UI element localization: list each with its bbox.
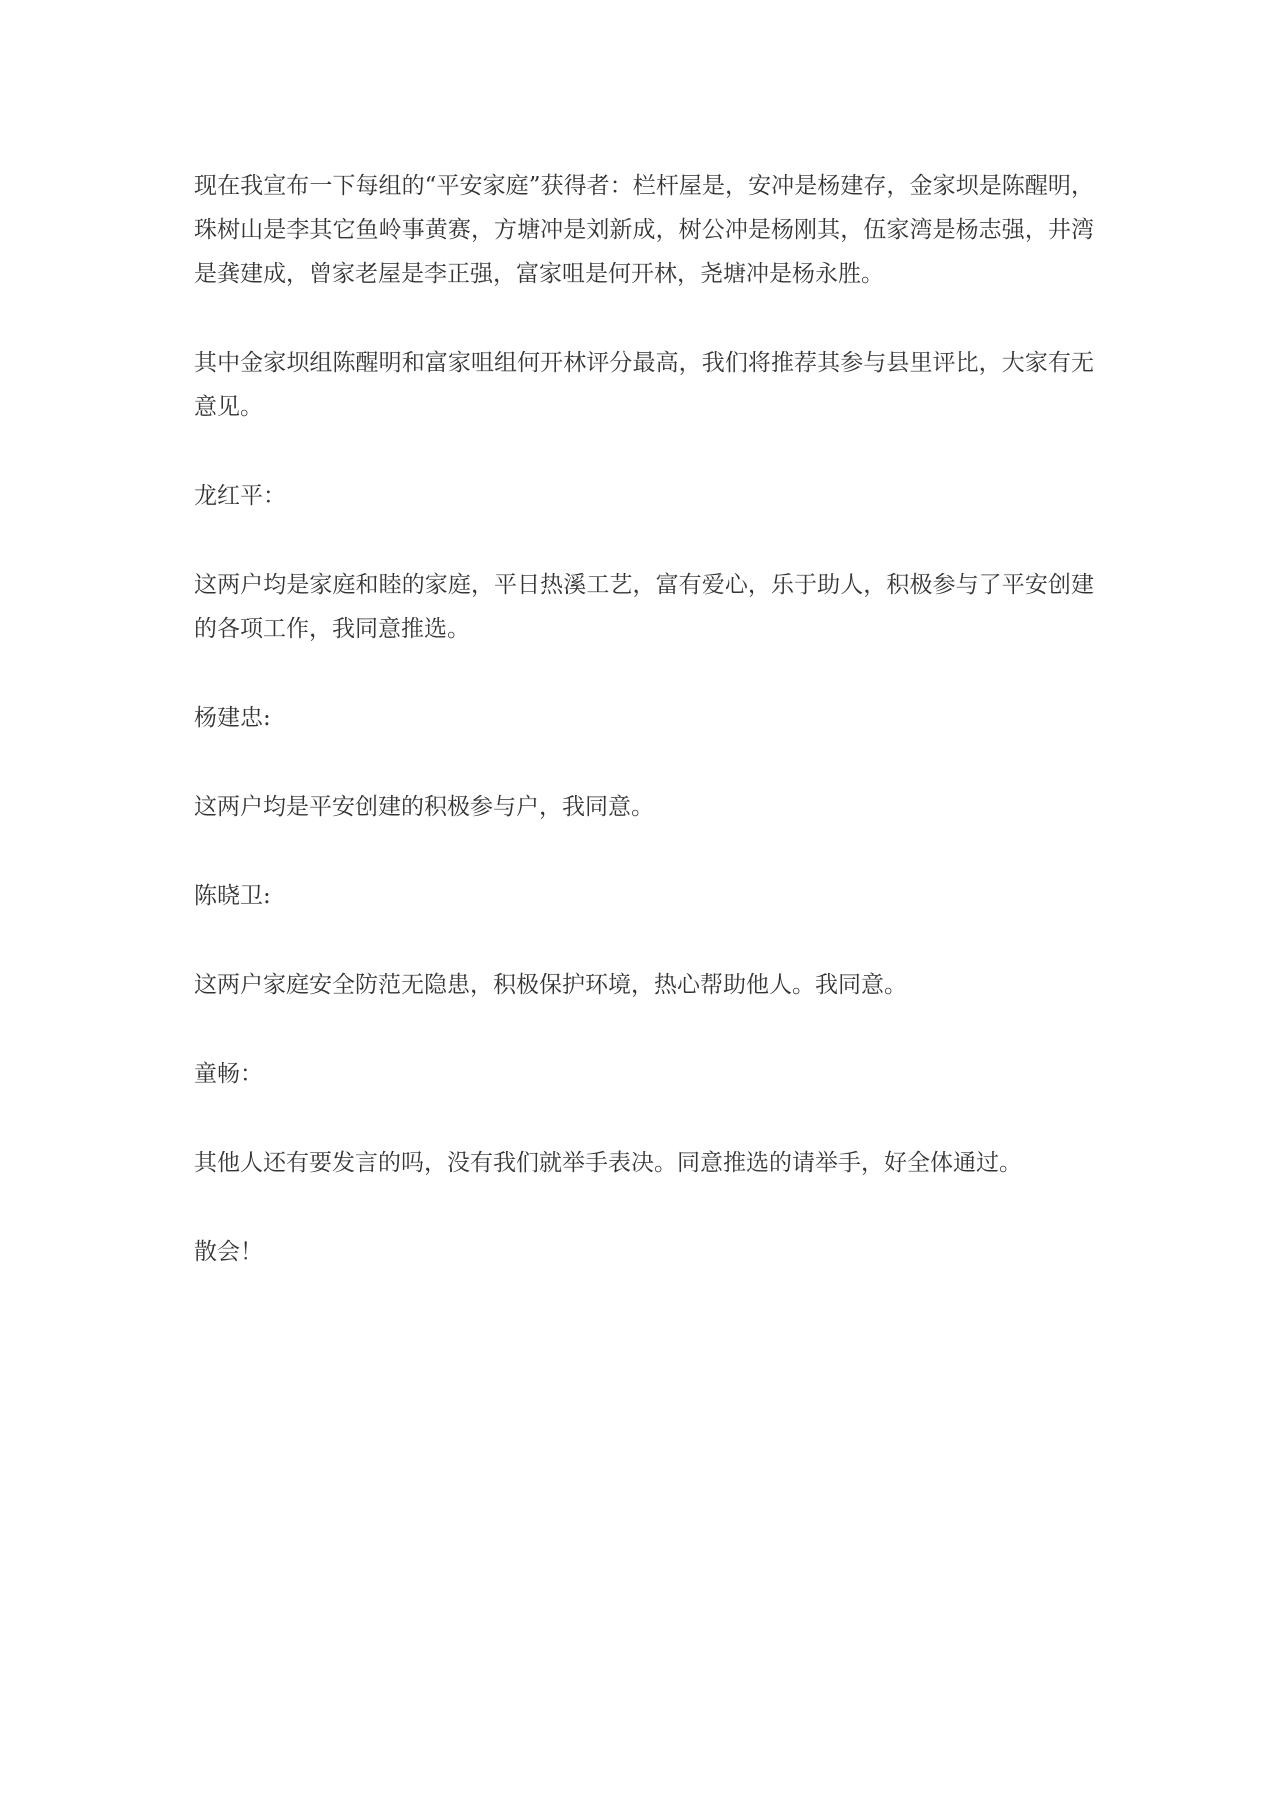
paragraph-award-announcement: 现在我宣布一下每组的“平安家庭”获得者：栏杆屋是，安冲是杨建存，金家坝是陈醒明，珠树山是李其它鱼岭事黄赛，方塘冲是刘新成，树公冲是杨刚其，伍家湾是杨志强，井湾是龚建成，曾家老屋是李正强，富家咀是何开林，尧塘冲是杨永胜。 <box>194 173 1094 287</box>
speaker-statement: 这两户均是家庭和睦的家庭，平日热溪工艺，富有爱心，乐于助人，积极参与了平安创建的各项工作，我同意推选。 <box>194 572 1094 642</box>
speaker-statement: 这两户家庭安全防范无隐患，积极保护环境，热心帮助他人。我同意。 <box>194 972 907 998</box>
document-body <box>194 164 1094 1274</box>
speaker-label: 杨建忠: <box>194 705 271 731</box>
speaker-label: 龙红平： <box>194 483 286 509</box>
meeting-adjourned: 散会！ <box>194 1239 263 1265</box>
speaker-label: 陈晓卫: <box>194 883 271 909</box>
speaker-statement: 这两户均是平安创建的积极参与户，我同意。 <box>194 794 654 820</box>
paragraph-recommendation: 其中金家坝组陈醒明和富家咀组何开林评分最高，我们将推荐其参与县里评比，大家有无意见。 <box>194 350 1094 420</box>
speaker-label: 童畅： <box>194 1061 263 1087</box>
speaker-statement: 其他人还有要发言的吗，没有我们就举手表决。同意推选的请举手，好全体通过。 <box>194 1150 1022 1176</box>
